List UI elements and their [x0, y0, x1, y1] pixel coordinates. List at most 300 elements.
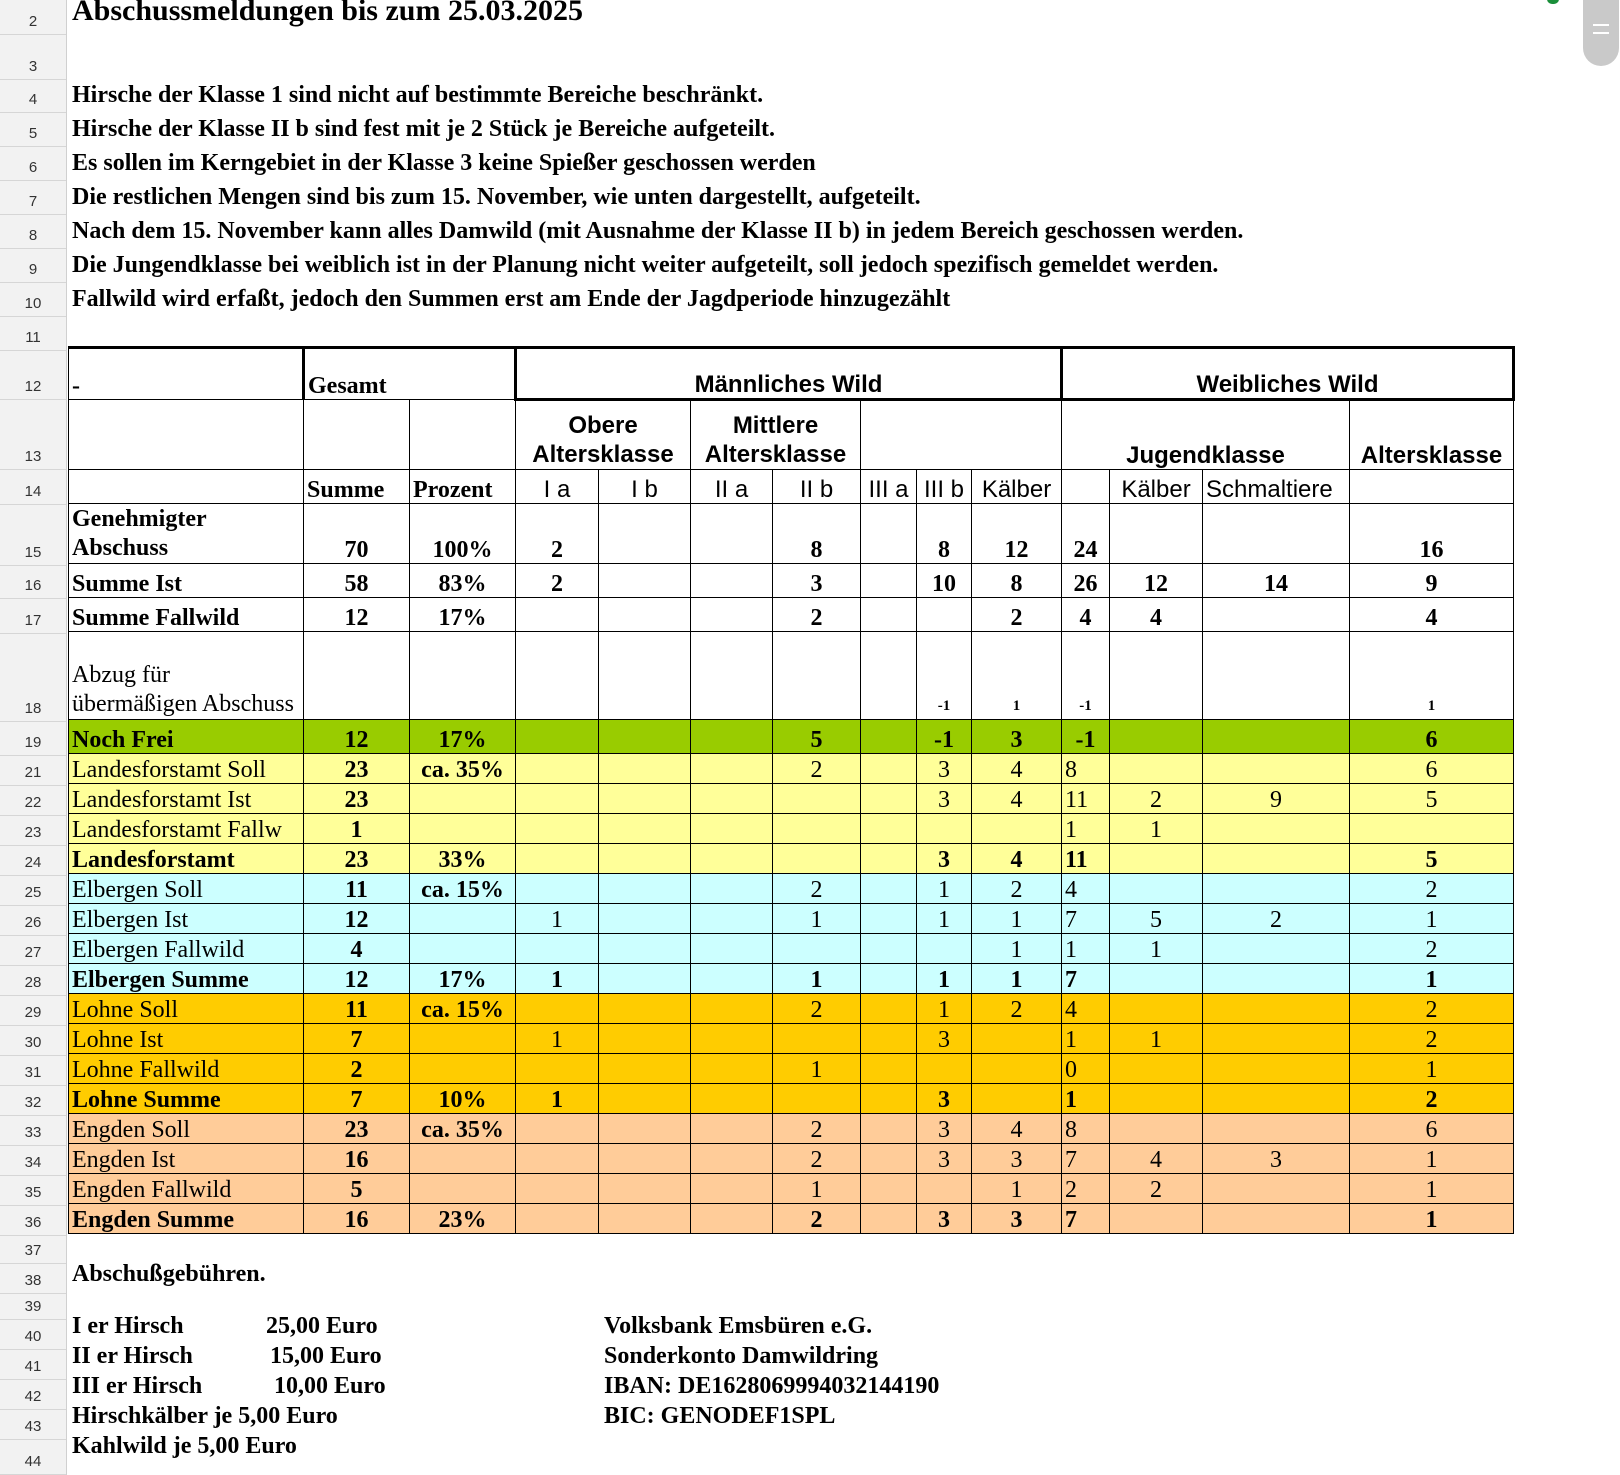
table-cell[interactable]: [773, 632, 861, 720]
table-cell[interactable]: 3: [917, 1204, 972, 1234]
row-number[interactable]: 15: [0, 505, 66, 566]
table-cell[interactable]: [1203, 754, 1350, 784]
table-cell[interactable]: [410, 1144, 516, 1174]
table-cell[interactable]: [861, 1024, 917, 1054]
table-cell[interactable]: 11: [1062, 844, 1110, 874]
table-cell[interactable]: [691, 1144, 773, 1174]
table-cell[interactable]: [691, 632, 773, 720]
table-cell[interactable]: 8: [1062, 754, 1110, 784]
table-cell[interactable]: 11: [1062, 784, 1110, 814]
row-label[interactable]: Landesforstamt Soll: [69, 754, 304, 784]
table-cell[interactable]: 3: [917, 754, 972, 784]
table-cell[interactable]: 1: [516, 904, 599, 934]
table-cell[interactable]: [1203, 1204, 1350, 1234]
table-cell[interactable]: 1: [1350, 1054, 1514, 1084]
table-cell[interactable]: [410, 632, 516, 720]
table-cell[interactable]: 1: [1110, 1024, 1203, 1054]
table-cell[interactable]: 1: [972, 632, 1062, 720]
table-cell[interactable]: 2: [1350, 994, 1514, 1024]
table-cell[interactable]: [599, 874, 691, 904]
table-cell[interactable]: [516, 598, 599, 632]
table-cell[interactable]: 2: [1350, 1084, 1514, 1114]
table-cell[interactable]: 1: [972, 934, 1062, 964]
table-cell[interactable]: -1: [917, 720, 972, 754]
table-cell[interactable]: [861, 564, 917, 598]
table-cell[interactable]: 12: [304, 720, 410, 754]
table-cell[interactable]: 2: [773, 994, 861, 1024]
table-cell[interactable]: [516, 754, 599, 784]
table-cell[interactable]: 1: [773, 1054, 861, 1084]
table-cell[interactable]: [861, 1114, 917, 1144]
table-cell[interactable]: [599, 814, 691, 844]
table-cell[interactable]: [410, 784, 516, 814]
table-cell[interactable]: [917, 1054, 972, 1084]
table-cell[interactable]: [516, 784, 599, 814]
table-cell[interactable]: [1110, 1084, 1203, 1114]
row-number[interactable]: 3: [0, 35, 66, 80]
table-cell[interactable]: [599, 632, 691, 720]
table-cell[interactable]: [599, 598, 691, 632]
table-cell[interactable]: 4: [972, 1114, 1062, 1144]
table-cell[interactable]: [773, 784, 861, 814]
table-cell[interactable]: [410, 1024, 516, 1054]
table-cell[interactable]: 26: [1062, 564, 1110, 598]
table-cell[interactable]: 2: [773, 1204, 861, 1234]
table-cell[interactable]: [691, 564, 773, 598]
table-cell[interactable]: [1110, 720, 1203, 754]
table-cell[interactable]: 1: [773, 964, 861, 994]
table-cell[interactable]: 17%: [410, 964, 516, 994]
table-cell[interactable]: 1: [1350, 1174, 1514, 1204]
table-cell[interactable]: [1203, 504, 1350, 564]
table-cell[interactable]: -1: [917, 632, 972, 720]
table-cell[interactable]: [516, 1054, 599, 1084]
table-cell[interactable]: 7: [304, 1024, 410, 1054]
table-cell[interactable]: 70: [304, 504, 410, 564]
table-cell[interactable]: [972, 814, 1062, 844]
table-cell[interactable]: [691, 1204, 773, 1234]
table-cell[interactable]: [1203, 1174, 1350, 1204]
table-cell[interactable]: 3: [917, 1024, 972, 1054]
table-cell[interactable]: [1203, 874, 1350, 904]
table-cell[interactable]: 24: [1062, 504, 1110, 564]
table-cell[interactable]: 12: [1110, 564, 1203, 598]
table-cell[interactable]: 1: [972, 904, 1062, 934]
table-cell[interactable]: 1: [972, 964, 1062, 994]
table-cell[interactable]: [1203, 964, 1350, 994]
table-cell[interactable]: [861, 964, 917, 994]
table-cell[interactable]: 16: [304, 1144, 410, 1174]
table-cell[interactable]: 3: [1203, 1144, 1350, 1174]
table-cell[interactable]: 23: [304, 844, 410, 874]
table-cell[interactable]: 1: [1350, 964, 1514, 994]
table-cell[interactable]: 4: [972, 844, 1062, 874]
table-cell[interactable]: [861, 1054, 917, 1084]
table-cell[interactable]: 7: [1062, 964, 1110, 994]
table-cell[interactable]: 5: [773, 720, 861, 754]
table-cell[interactable]: 6: [1350, 1114, 1514, 1144]
table-cell[interactable]: [691, 1114, 773, 1144]
table-cell[interactable]: 4: [1110, 598, 1203, 632]
row-label[interactable]: Lohne Soll: [69, 994, 304, 1024]
table-cell[interactable]: 7: [1062, 1144, 1110, 1174]
table-cell[interactable]: [516, 814, 599, 844]
table-cell[interactable]: 2: [516, 504, 599, 564]
row-number[interactable]: 5: [0, 113, 66, 147]
row-number[interactable]: 10: [0, 283, 66, 317]
table-cell[interactable]: 4: [1062, 994, 1110, 1024]
table-cell[interactable]: [516, 844, 599, 874]
table-cell[interactable]: [599, 1114, 691, 1144]
row-label[interactable]: Elbergen Fallwild: [69, 934, 304, 964]
row-label[interactable]: Engden Fallwild: [69, 1174, 304, 1204]
table-cell[interactable]: [972, 1054, 1062, 1084]
row-label[interactable]: Engden Soll: [69, 1114, 304, 1144]
table-cell[interactable]: 1: [1350, 632, 1514, 720]
table-cell[interactable]: 23: [304, 1114, 410, 1144]
table-cell[interactable]: [917, 814, 972, 844]
table-cell[interactable]: [691, 1024, 773, 1054]
table-cell[interactable]: 17%: [410, 720, 516, 754]
table-cell[interactable]: 2: [972, 874, 1062, 904]
table-cell[interactable]: [917, 934, 972, 964]
table-cell[interactable]: [1203, 632, 1350, 720]
table-cell[interactable]: 4: [304, 934, 410, 964]
table-cell[interactable]: 1: [1350, 1144, 1514, 1174]
table-cell[interactable]: [773, 1084, 861, 1114]
row-number[interactable]: 27: [0, 936, 66, 966]
table-cell[interactable]: 9: [1350, 564, 1514, 598]
table-cell[interactable]: ca. 15%: [410, 994, 516, 1024]
row-number[interactable]: 32: [0, 1086, 66, 1116]
table-cell[interactable]: 2: [972, 994, 1062, 1024]
table-cell[interactable]: [861, 598, 917, 632]
table-cell[interactable]: 1: [1350, 1204, 1514, 1234]
table-cell[interactable]: [1203, 844, 1350, 874]
table-cell[interactable]: [516, 632, 599, 720]
table-cell[interactable]: 58: [304, 564, 410, 598]
table-cell[interactable]: [1203, 814, 1350, 844]
row-number[interactable]: 37: [0, 1236, 66, 1264]
row-number[interactable]: 29: [0, 996, 66, 1026]
row-label[interactable]: Lohne Fallwild: [69, 1054, 304, 1084]
table-cell[interactable]: 4: [1062, 598, 1110, 632]
table-cell[interactable]: [773, 934, 861, 964]
row-number[interactable]: 38: [0, 1264, 66, 1294]
row-label[interactable]: Abzug für übermäßigen Abschuss: [69, 632, 304, 720]
table-cell[interactable]: 6: [1350, 754, 1514, 784]
table-cell[interactable]: 8: [1062, 1114, 1110, 1144]
table-cell[interactable]: 2: [773, 1144, 861, 1174]
table-cell[interactable]: [691, 720, 773, 754]
table-cell[interactable]: [1110, 754, 1203, 784]
table-cell[interactable]: [861, 904, 917, 934]
table-cell[interactable]: [917, 1174, 972, 1204]
row-number[interactable]: 12: [0, 351, 66, 400]
row-label[interactable]: Summe Ist: [69, 564, 304, 598]
table-cell[interactable]: [861, 844, 917, 874]
row-number[interactable]: 39: [0, 1294, 66, 1320]
table-cell[interactable]: [773, 844, 861, 874]
table-cell[interactable]: 3: [917, 1114, 972, 1144]
row-number[interactable]: 34: [0, 1146, 66, 1176]
row-number[interactable]: 2: [0, 0, 66, 35]
table-cell[interactable]: [691, 874, 773, 904]
table-cell[interactable]: [599, 720, 691, 754]
table-cell[interactable]: [599, 1054, 691, 1084]
table-cell[interactable]: 10%: [410, 1084, 516, 1114]
table-cell[interactable]: 33%: [410, 844, 516, 874]
table-cell[interactable]: 3: [917, 1144, 972, 1174]
table-cell[interactable]: 2: [972, 598, 1062, 632]
table-cell[interactable]: 14: [1203, 564, 1350, 598]
table-cell[interactable]: 23: [304, 784, 410, 814]
row-number[interactable]: 22: [0, 786, 66, 816]
table-cell[interactable]: 1: [304, 814, 410, 844]
table-cell[interactable]: 8: [917, 504, 972, 564]
table-cell[interactable]: 2: [1350, 874, 1514, 904]
table-cell[interactable]: [1350, 814, 1514, 844]
table-cell[interactable]: -1: [1062, 720, 1110, 754]
table-cell[interactable]: 5: [1110, 904, 1203, 934]
table-cell[interactable]: [1203, 1054, 1350, 1084]
row-number[interactable]: 36: [0, 1206, 66, 1236]
row-number[interactable]: 31: [0, 1056, 66, 1086]
table-cell[interactable]: [599, 964, 691, 994]
row-number[interactable]: 26: [0, 906, 66, 936]
table-cell[interactable]: [599, 934, 691, 964]
table-cell[interactable]: 5: [304, 1174, 410, 1204]
table-cell[interactable]: 1: [1110, 814, 1203, 844]
table-cell[interactable]: [599, 504, 691, 564]
row-label[interactable]: Elbergen Soll: [69, 874, 304, 904]
table-cell[interactable]: 17%: [410, 598, 516, 632]
table-cell[interactable]: [691, 904, 773, 934]
table-cell[interactable]: 16: [1350, 504, 1514, 564]
table-cell[interactable]: [917, 598, 972, 632]
table-cell[interactable]: [599, 1174, 691, 1204]
table-cell[interactable]: [1110, 874, 1203, 904]
table-cell[interactable]: [691, 814, 773, 844]
table-cell[interactable]: [861, 1144, 917, 1174]
table-cell[interactable]: 12: [304, 598, 410, 632]
row-number[interactable]: 19: [0, 722, 66, 756]
table-cell[interactable]: -1: [1062, 632, 1110, 720]
table-cell[interactable]: [861, 1084, 917, 1114]
table-cell[interactable]: [691, 754, 773, 784]
table-cell[interactable]: 2: [304, 1054, 410, 1084]
table-cell[interactable]: 4: [1110, 1144, 1203, 1174]
table-cell[interactable]: 1: [516, 1084, 599, 1114]
table-cell[interactable]: [691, 994, 773, 1024]
table-cell[interactable]: 3: [917, 784, 972, 814]
table-cell[interactable]: [599, 784, 691, 814]
row-label[interactable]: Elbergen Ist: [69, 904, 304, 934]
table-cell[interactable]: [861, 1204, 917, 1234]
table-cell[interactable]: [691, 1174, 773, 1204]
row-number[interactable]: 16: [0, 566, 66, 599]
table-cell[interactable]: [1110, 844, 1203, 874]
row-label[interactable]: Lohne Summe: [69, 1084, 304, 1114]
row-number[interactable]: 9: [0, 249, 66, 283]
scroll-handle[interactable]: [1583, 0, 1619, 66]
row-number[interactable]: 30: [0, 1026, 66, 1056]
table-cell[interactable]: 6: [1350, 720, 1514, 754]
table-cell[interactable]: [599, 1084, 691, 1114]
row-number[interactable]: 7: [0, 181, 66, 215]
table-cell[interactable]: 8: [773, 504, 861, 564]
table-cell[interactable]: [1110, 1114, 1203, 1144]
table-cell[interactable]: 12: [304, 904, 410, 934]
table-cell[interactable]: [861, 784, 917, 814]
table-cell[interactable]: 2: [516, 564, 599, 598]
table-cell[interactable]: [691, 934, 773, 964]
table-cell[interactable]: [691, 598, 773, 632]
table-cell[interactable]: [1110, 504, 1203, 564]
table-cell[interactable]: [599, 1204, 691, 1234]
table-cell[interactable]: 5: [1350, 784, 1514, 814]
row-number[interactable]: 44: [0, 1440, 66, 1475]
table-cell[interactable]: 1: [1062, 1084, 1110, 1114]
row-label[interactable]: Elbergen Summe: [69, 964, 304, 994]
table-cell[interactable]: 4: [1062, 874, 1110, 904]
table-cell[interactable]: 2: [1350, 1024, 1514, 1054]
table-cell[interactable]: [516, 1204, 599, 1234]
table-cell[interactable]: [1110, 1204, 1203, 1234]
table-cell[interactable]: 2: [1110, 1174, 1203, 1204]
row-label[interactable]: Lohne Ist: [69, 1024, 304, 1054]
row-label[interactable]: Engden Ist: [69, 1144, 304, 1174]
table-cell[interactable]: 3: [917, 844, 972, 874]
table-cell[interactable]: 100%: [410, 504, 516, 564]
row-number[interactable]: 18: [0, 634, 66, 722]
table-cell[interactable]: [1203, 994, 1350, 1024]
table-cell[interactable]: 1: [516, 964, 599, 994]
table-cell[interactable]: [1110, 964, 1203, 994]
table-cell[interactable]: ca. 35%: [410, 754, 516, 784]
row-number[interactable]: 40: [0, 1320, 66, 1350]
table-cell[interactable]: 9: [1203, 784, 1350, 814]
row-label[interactable]: Engden Summe: [69, 1204, 304, 1234]
table-cell[interactable]: 83%: [410, 564, 516, 598]
table-cell[interactable]: [972, 1024, 1062, 1054]
table-cell[interactable]: [599, 844, 691, 874]
row-number[interactable]: 8: [0, 215, 66, 249]
table-cell[interactable]: [410, 814, 516, 844]
table-cell[interactable]: [410, 904, 516, 934]
table-cell[interactable]: [773, 1024, 861, 1054]
row-number[interactable]: 4: [0, 80, 66, 113]
table-cell[interactable]: [599, 1024, 691, 1054]
table-cell[interactable]: 3: [972, 720, 1062, 754]
table-cell[interactable]: 2: [773, 754, 861, 784]
table-cell[interactable]: [1110, 994, 1203, 1024]
table-cell[interactable]: [691, 844, 773, 874]
row-number[interactable]: 35: [0, 1176, 66, 1206]
table-cell[interactable]: 1: [1350, 904, 1514, 934]
table-cell[interactable]: 3: [972, 1144, 1062, 1174]
table-cell[interactable]: 2: [1110, 784, 1203, 814]
table-cell[interactable]: [861, 504, 917, 564]
table-cell[interactable]: [861, 934, 917, 964]
table-cell[interactable]: 11: [304, 994, 410, 1024]
table-cell[interactable]: 4: [972, 784, 1062, 814]
table-cell[interactable]: 12: [972, 504, 1062, 564]
row-number[interactable]: 14: [0, 470, 66, 505]
row-label[interactable]: Summe Fallwild: [69, 598, 304, 632]
table-cell[interactable]: [516, 1174, 599, 1204]
table-cell[interactable]: 1: [917, 874, 972, 904]
table-cell[interactable]: 5: [1350, 844, 1514, 874]
table-cell[interactable]: [599, 904, 691, 934]
row-label[interactable]: Landesforstamt Ist: [69, 784, 304, 814]
table-cell[interactable]: 2: [773, 874, 861, 904]
table-cell[interactable]: [691, 1084, 773, 1114]
table-cell[interactable]: [410, 934, 516, 964]
table-cell[interactable]: 10: [917, 564, 972, 598]
table-cell[interactable]: 1: [917, 964, 972, 994]
table-cell[interactable]: [861, 874, 917, 904]
row-label[interactable]: Noch Frei: [69, 720, 304, 754]
row-number[interactable]: 25: [0, 876, 66, 906]
table-cell[interactable]: 1: [773, 1174, 861, 1204]
row-number[interactable]: 23: [0, 816, 66, 846]
table-cell[interactable]: 8: [972, 564, 1062, 598]
table-cell[interactable]: 11: [304, 874, 410, 904]
table-cell[interactable]: [861, 994, 917, 1024]
table-cell[interactable]: [410, 1174, 516, 1204]
table-cell[interactable]: [1203, 720, 1350, 754]
table-cell[interactable]: [516, 934, 599, 964]
table-cell[interactable]: 4: [1350, 598, 1514, 632]
table-cell[interactable]: 4: [972, 754, 1062, 784]
table-cell[interactable]: [691, 784, 773, 814]
table-cell[interactable]: 2: [1062, 1174, 1110, 1204]
table-cell[interactable]: [861, 814, 917, 844]
row-number[interactable]: 13: [0, 400, 66, 470]
table-cell[interactable]: [599, 754, 691, 784]
table-cell[interactable]: 1: [1062, 814, 1110, 844]
table-cell[interactable]: [861, 720, 917, 754]
row-label[interactable]: Genehmigter Abschuss: [69, 504, 304, 564]
table-cell[interactable]: 2: [773, 598, 861, 632]
table-cell[interactable]: 3: [917, 1084, 972, 1114]
table-cell[interactable]: 1: [1062, 934, 1110, 964]
table-cell[interactable]: [1110, 1054, 1203, 1084]
table-cell[interactable]: 1: [972, 1174, 1062, 1204]
table-cell[interactable]: [516, 874, 599, 904]
table-cell[interactable]: 7: [1062, 904, 1110, 934]
table-cell[interactable]: 16: [304, 1204, 410, 1234]
table-cell[interactable]: [972, 1084, 1062, 1114]
table-cell[interactable]: [861, 754, 917, 784]
row-number[interactable]: 28: [0, 966, 66, 996]
table-cell[interactable]: [599, 1144, 691, 1174]
table-cell[interactable]: [516, 994, 599, 1024]
row-number[interactable]: 43: [0, 1410, 66, 1440]
table-cell[interactable]: 7: [304, 1084, 410, 1114]
row-label[interactable]: Landesforstamt: [69, 844, 304, 874]
table-cell[interactable]: [1203, 598, 1350, 632]
table-cell[interactable]: [1110, 632, 1203, 720]
table-cell[interactable]: 3: [773, 564, 861, 598]
table-cell[interactable]: 1: [1110, 934, 1203, 964]
table-cell[interactable]: 23: [304, 754, 410, 784]
table-cell[interactable]: 2: [1350, 934, 1514, 964]
table-cell[interactable]: 7: [1062, 1204, 1110, 1234]
table-cell[interactable]: 3: [972, 1204, 1062, 1234]
row-label[interactable]: Landesforstamt Fallw: [69, 814, 304, 844]
